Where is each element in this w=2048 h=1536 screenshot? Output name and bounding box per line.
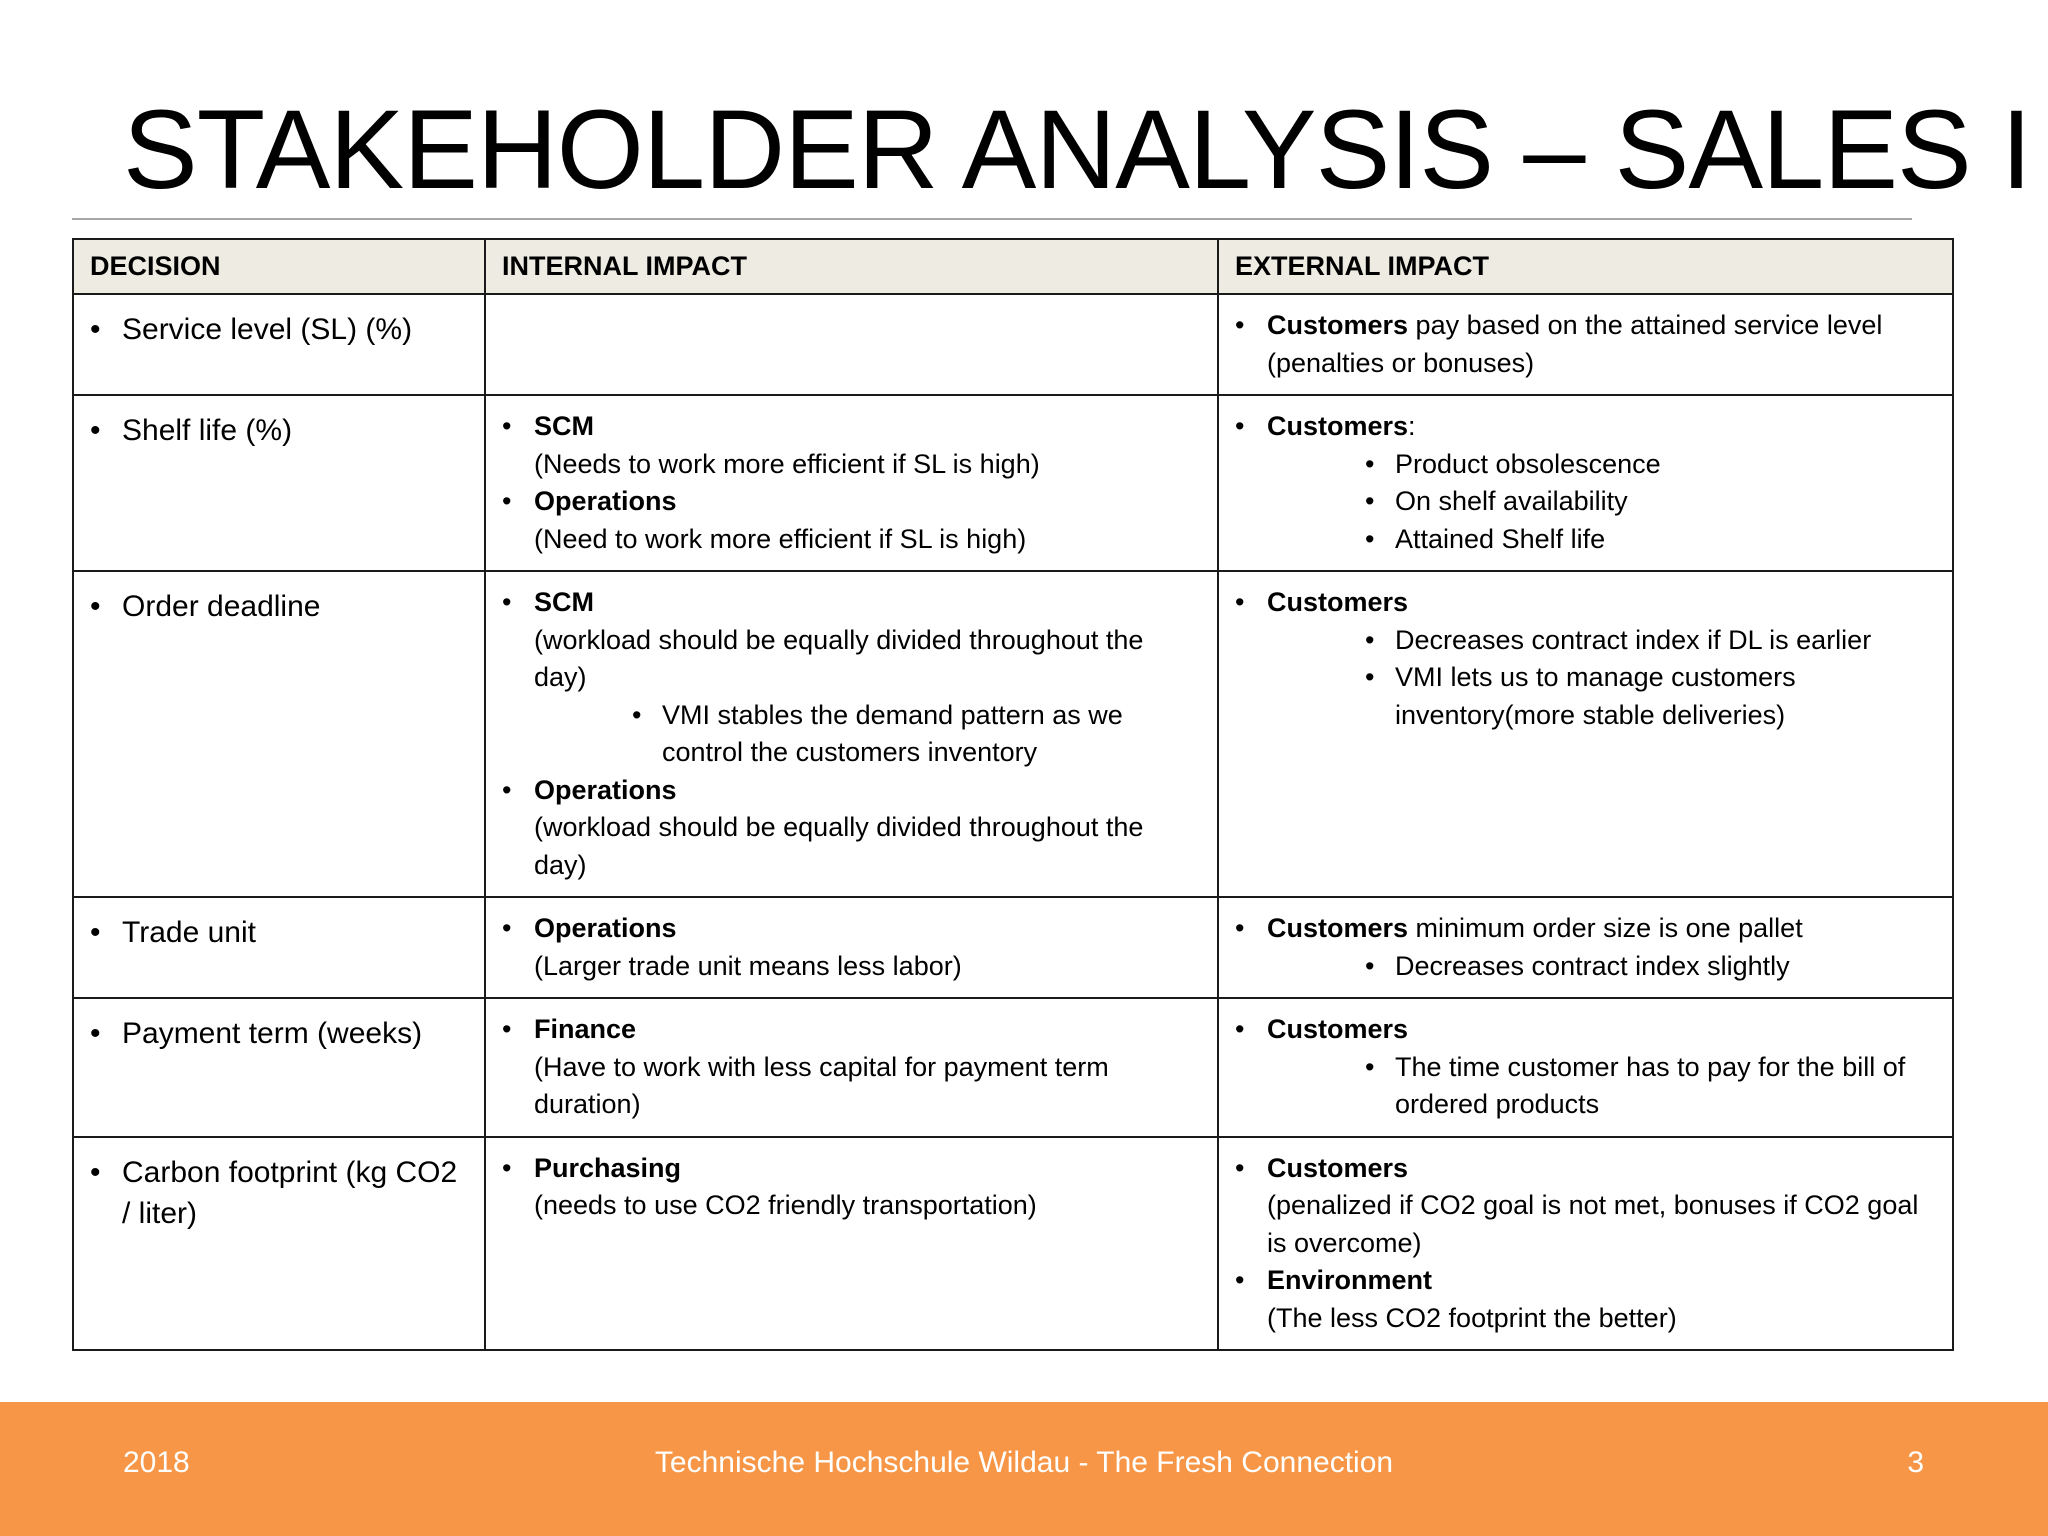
internal-point <box>502 772 1203 885</box>
bullet-icon: • <box>1365 523 1375 554</box>
bullet-icon: • <box>502 1152 512 1183</box>
internal-point <box>502 584 1203 772</box>
internal-point <box>502 483 1203 558</box>
external-point-line <box>1267 408 1938 446</box>
decision-cell <box>73 998 485 1137</box>
point-description: (workload should be equally divided throughout the day) <box>534 812 1144 880</box>
sub-point <box>1267 1049 1938 1124</box>
bullet-icon: • <box>90 414 101 447</box>
header-external-impact: EXTERNAL IMPACT <box>1218 239 1953 294</box>
footer-institution: Technische Hochschule Wildau - The Fresh Connection <box>654 1446 1394 1479</box>
external-point-body <box>1267 408 1938 558</box>
bullet-icon: • <box>90 916 101 949</box>
decision-item <box>90 910 470 953</box>
external-point <box>1235 408 1938 558</box>
decision-item <box>90 307 470 350</box>
point-description: (Larger trade unit means less labor) <box>534 950 962 981</box>
point-description: (needs to use CO2 friendly transportation) <box>534 1190 1037 1220</box>
decision-cell <box>73 1137 485 1351</box>
bullet-icon: • <box>1235 1152 1245 1183</box>
external-point <box>1235 1150 1938 1263</box>
decision-label: Trade unit <box>122 916 256 949</box>
stakeholder-name: Purchasing <box>534 1152 682 1183</box>
bullet-icon: • <box>1365 1051 1375 1082</box>
stakeholder-name: Operations <box>534 774 677 805</box>
internal-point <box>502 1011 1203 1124</box>
bullet-icon: • <box>1365 448 1375 479</box>
external-point-body <box>1267 1150 1938 1263</box>
table-row <box>73 571 1953 897</box>
point-description: (Have to work with less capital for payment term duration) <box>534 1051 1109 1119</box>
internal-point-line <box>534 483 1203 521</box>
point-description: (workload should be equally divided throughout the day) <box>534 624 1144 692</box>
point-text: minimum order size is one pallet <box>1408 913 1803 943</box>
stakeholder-name: Environment <box>1267 1265 1433 1295</box>
external-point-line <box>1267 584 1938 622</box>
internal-point <box>502 408 1203 483</box>
decision-label: Service level (SL) (%) <box>122 313 413 346</box>
point-text: pay based on the attained service level (penalties or bonuses) <box>1267 310 1883 378</box>
external-point-body <box>1267 910 1938 985</box>
footer-bar <box>0 1402 2048 1536</box>
external-point-line <box>1267 1011 1938 1049</box>
decision-label: Shelf life (%) <box>122 414 293 447</box>
stakeholder-name: Customers <box>1267 1152 1409 1183</box>
stakeholder-name: SCM <box>534 411 594 441</box>
sub-point <box>1267 622 1938 660</box>
external-point <box>1235 1262 1938 1337</box>
bullet-icon: • <box>1365 662 1375 692</box>
external-point-line <box>1267 1150 1938 1188</box>
bullet-icon: • <box>90 1017 101 1050</box>
external-point-line <box>1267 1262 1938 1300</box>
external-point-body <box>1267 584 1938 734</box>
internal-point-line <box>534 408 1203 446</box>
decision-cell <box>73 897 485 998</box>
external-point-body <box>1267 1011 1938 1124</box>
decision-cell <box>73 395 485 571</box>
sub-point-text: On shelf availability <box>1395 486 1628 516</box>
bullet-icon: • <box>90 313 101 346</box>
external-impact-cell <box>1218 897 1953 998</box>
bullet-icon: • <box>1235 587 1245 617</box>
point-description: (The less CO2 footprint the better) <box>1267 1302 1677 1333</box>
internal-point-line <box>534 772 1203 810</box>
bullet-icon: • <box>502 913 512 943</box>
sub-point-text: VMI lets us to manage customers inventory(more stable deliveries) <box>1395 662 1796 730</box>
stakeholder-name: Operations <box>534 486 677 516</box>
decision-label: Payment term (weeks) <box>122 1017 423 1050</box>
bullet-icon: • <box>502 486 512 516</box>
stakeholder-name: SCM <box>534 587 594 617</box>
internal-impact-cell <box>485 897 1218 998</box>
decision-item <box>90 1150 470 1234</box>
stakeholder-name: Customers <box>1267 310 1409 340</box>
bullet-icon: • <box>1235 310 1245 340</box>
internal-point <box>502 910 1203 985</box>
point-description: (penalized if CO2 goal is not met, bonuses if CO2 goal is overcome) <box>1267 1190 1919 1258</box>
decision-label: Carbon footprint (kg CO2 / liter) <box>122 1155 458 1230</box>
header-internal-impact: INTERNAL IMPACT <box>485 239 1218 294</box>
decision-item <box>90 1011 470 1054</box>
external-point <box>1235 1011 1938 1124</box>
bullet-icon: • <box>1235 1014 1245 1044</box>
internal-point-line <box>534 1011 1203 1049</box>
point-description: (Need to work more efficient if SL is high) <box>534 523 1027 554</box>
sub-point <box>1267 446 1938 484</box>
stakeholder-name: Operations <box>534 913 677 943</box>
internal-point-line <box>534 584 1203 622</box>
bullet-icon: • <box>1365 486 1375 516</box>
stakeholder-name: Finance <box>534 1014 637 1044</box>
table-row <box>73 897 1953 998</box>
bullet-icon: • <box>1365 624 1375 655</box>
header-decision: DECISION <box>73 239 485 294</box>
decision-item <box>90 408 470 451</box>
external-point <box>1235 584 1938 734</box>
internal-impact-cell <box>485 998 1218 1137</box>
table-row <box>73 294 1953 395</box>
internal-point-body <box>534 772 1203 885</box>
stakeholder-table <box>72 238 1954 1351</box>
sub-point-text: The time customer has to pay for the bill of ordered products <box>1395 1051 1906 1119</box>
bullet-icon: • <box>632 699 642 730</box>
sub-point-text: Product obsolescence <box>1395 448 1661 479</box>
internal-impact-cell <box>485 294 1218 395</box>
sub-point <box>534 697 1203 772</box>
point-text: : <box>1408 411 1416 441</box>
external-point-line <box>1267 307 1938 382</box>
bullet-icon: • <box>1235 913 1245 943</box>
internal-point-body <box>534 1011 1203 1124</box>
internal-point <box>502 1150 1203 1225</box>
external-impact-cell <box>1218 395 1953 571</box>
external-point <box>1235 910 1938 985</box>
table-header-row <box>73 239 1953 294</box>
internal-impact-cell <box>485 571 1218 897</box>
page-number: 3 <box>1907 1446 1924 1479</box>
stakeholder-name: Customers <box>1267 913 1409 943</box>
external-impact-cell <box>1218 1137 1953 1351</box>
sub-point <box>1267 659 1938 734</box>
bullet-icon: • <box>90 1155 101 1189</box>
point-description: (Needs to work more efficient if SL is high) <box>534 448 1040 479</box>
sub-point <box>1267 483 1938 521</box>
decision-label: Order deadline <box>122 590 321 623</box>
bullet-icon: • <box>502 587 512 617</box>
internal-point-line <box>534 1150 1203 1188</box>
sub-point <box>1267 521 1938 559</box>
external-point <box>1235 307 1938 382</box>
internal-impact-cell <box>485 1137 1218 1351</box>
bullet-icon: • <box>1235 411 1245 441</box>
bullet-icon: • <box>1365 950 1375 981</box>
internal-impact-cell <box>485 395 1218 571</box>
external-point-body <box>1267 1262 1938 1337</box>
stakeholder-name: Customers <box>1267 1014 1409 1044</box>
sub-point-text: Decreases contract index if DL is earlier <box>1395 624 1872 655</box>
stakeholder-name: Customers <box>1267 411 1409 441</box>
decision-cell <box>73 571 485 897</box>
external-point-line <box>1267 910 1938 948</box>
bullet-icon: • <box>1235 1265 1245 1295</box>
internal-point-body <box>534 910 1203 985</box>
external-impact-cell <box>1218 998 1953 1137</box>
table-row <box>73 1137 1953 1351</box>
bullet-icon: • <box>502 1014 512 1044</box>
internal-point-body <box>534 408 1203 483</box>
external-impact-cell <box>1218 571 1953 897</box>
sub-point-text: VMI stables the demand pattern as we control the customers inventory <box>662 699 1123 767</box>
bullet-icon: • <box>502 774 512 805</box>
internal-point-body <box>534 1150 1203 1225</box>
table-row <box>73 395 1953 571</box>
bullet-icon: • <box>502 411 512 441</box>
sub-point-text: Attained Shelf life <box>1395 523 1606 554</box>
stakeholder-name: Customers <box>1267 587 1409 617</box>
external-point-body <box>1267 307 1938 382</box>
internal-point-line <box>534 910 1203 948</box>
bullet-icon: • <box>90 590 101 623</box>
footer-year: 2018 <box>123 1446 190 1479</box>
decision-item <box>90 584 470 627</box>
sub-point-text: Decreases contract index slightly <box>1395 950 1790 981</box>
table-row <box>73 998 1953 1137</box>
slide-title: STAKEHOLDER ANALYSIS – SALES I <box>123 87 2031 212</box>
decision-cell <box>73 294 485 395</box>
internal-point-body <box>534 483 1203 558</box>
external-impact-cell <box>1218 294 1953 395</box>
title-divider <box>72 218 1912 220</box>
sub-point <box>1267 948 1938 986</box>
internal-point-body <box>534 584 1203 772</box>
